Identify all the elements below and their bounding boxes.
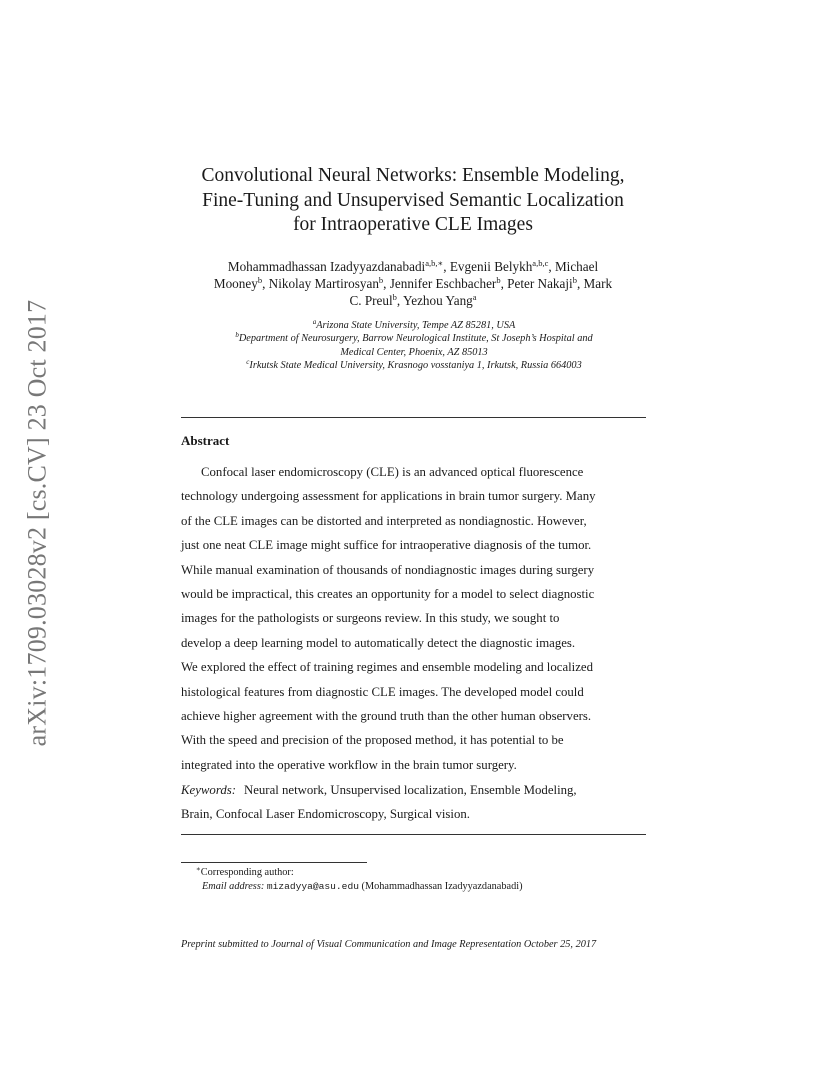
email-address-link[interactable]: mizadyya@asu.edu xyxy=(266,881,359,892)
title-line-1: Convolutional Neural Networks: Ensemble Modeling, xyxy=(201,165,625,186)
author-name: , Mark xyxy=(576,276,613,291)
abstract-line: would be impractical, this creates an opportunity for a model to select diagnostic xyxy=(181,587,595,602)
author-name: Mohammadhassan Izadyyazdanabadi xyxy=(227,259,426,274)
author-list xyxy=(176,258,650,309)
preprint-notice: Preprint submitted to Journal of Visual Communication and Image Representation October 25, 2017 xyxy=(181,939,597,950)
abstract-heading: Abstract xyxy=(181,433,230,448)
author-affiliation-marker: b xyxy=(378,275,384,285)
abstract-line: While manual examination of thousands of nondiagnostic images during surgery xyxy=(181,562,595,577)
abstract-line: We explored the effect of training regimes and ensemble modeling and localized xyxy=(181,660,593,675)
abstract-line: technology undergoing assessment for applications in brain tumor surgery. Many xyxy=(181,489,596,504)
affiliation-marker: c xyxy=(246,358,250,367)
abstract-line: With the speed and precision of the proposed method, it has potential to be xyxy=(181,733,564,748)
author-name: , Peter Nakaji xyxy=(500,276,573,291)
author-line-1 xyxy=(176,258,650,275)
email-owner: (Mohammadhassan Izadyyazdanabadi) xyxy=(361,881,523,892)
author-name: Mooney xyxy=(213,276,258,291)
affiliation-text: Irkutsk State Medical University, Krasnogo vosstaniya 1, Irkutsk, Russia 664003 xyxy=(249,360,582,372)
affiliation-c xyxy=(186,359,642,372)
author-name: , Evgenii Belykh xyxy=(443,259,533,274)
paper-title xyxy=(160,164,666,238)
keywords-text: Neural network, Unsupervised localization, Ensemble Modeling, xyxy=(243,783,577,797)
author-affiliation-marker: b xyxy=(392,292,397,302)
arxiv-identifier-stamp xyxy=(21,288,53,758)
corresponding-author-label: Corresponding author: xyxy=(200,867,294,878)
affiliation-list xyxy=(186,319,642,373)
author-line-2 xyxy=(176,275,650,292)
author-affiliation-marker: a,b,c xyxy=(532,258,549,268)
affiliation-a xyxy=(186,319,642,332)
author-affiliation-marker: a xyxy=(472,292,477,302)
affiliation-text: Arizona State University, Tempe AZ 85281, USA xyxy=(316,320,516,331)
author-affiliation-marker: a,b,∗ xyxy=(425,258,444,268)
abstract-body xyxy=(181,460,646,777)
affiliation-text: Department of Neurosurgery, Barrow Neurological Institute, St Joseph’s Hospital and xyxy=(238,333,593,345)
keywords-label: Keywords: xyxy=(181,783,236,797)
abstract-top-rule xyxy=(181,417,646,418)
abstract-line: Confocal laser endomicroscopy (CLE) is an advanced optical fluorescence xyxy=(201,465,584,479)
author-line-3 xyxy=(176,292,650,309)
abstract-line: achieve higher agreement with the ground truth than the other human observers. xyxy=(181,709,592,724)
author-affiliation-marker: b xyxy=(572,275,577,285)
footnote xyxy=(196,866,523,894)
author-name: , Yezhou Yang xyxy=(396,293,473,308)
affiliation-b xyxy=(186,332,642,345)
affiliation-b-continued: Medical Center, Phoenix, AZ 85013 xyxy=(340,346,488,358)
abstract-line: of the CLE images can be distorted and interpreted as nondiagnostic. However, xyxy=(181,513,587,528)
arxiv-identifier-text: arXiv:1709.03028v2 [cs.CV] 23 Oct 2017 xyxy=(22,299,51,747)
keywords-line-2: Brain, Confocal Laser Endomicroscopy, Surgical vision. xyxy=(181,807,470,822)
author-name: C. Preul xyxy=(349,293,393,308)
author-name: , Nikolay Martirosyan xyxy=(262,276,379,291)
email-label: Email address: xyxy=(202,881,265,892)
abstract-line: images for the pathologists or surgeons review. In this study, we sought to xyxy=(181,611,560,626)
email-line xyxy=(196,880,523,894)
title-line-2: Fine-Tuning and Unsupervised Semantic Localization xyxy=(202,189,624,211)
abstract-bottom-rule xyxy=(181,834,646,835)
abstract-line: just one neat CLE image might suffice for intraoperative diagnosis of the tumor. xyxy=(181,538,592,553)
affiliation-marker: a xyxy=(312,318,317,326)
keywords-line-1 xyxy=(181,778,646,802)
footnote-rule xyxy=(181,862,367,863)
abstract-line: develop a deep learning model to automatically detect the diagnostic images. xyxy=(181,635,576,650)
footnote-marker: ∗ xyxy=(196,865,201,873)
corresponding-author-note xyxy=(196,866,523,880)
author-affiliation-marker: b xyxy=(496,275,501,285)
author-name: , Jennifer Eschbacher xyxy=(383,276,497,291)
keywords-section xyxy=(181,778,646,827)
abstract-line: histological features from diagnostic CLE images. The developed model could xyxy=(181,684,584,699)
author-affiliation-marker: b xyxy=(257,275,263,285)
affiliation-marker: b xyxy=(235,331,239,340)
abstract-line: integrated into the operative workflow in the brain tumor surgery. xyxy=(181,757,517,772)
title-line-3: for Intraoperative CLE Images xyxy=(293,214,533,235)
author-name: , Michael xyxy=(548,259,599,274)
